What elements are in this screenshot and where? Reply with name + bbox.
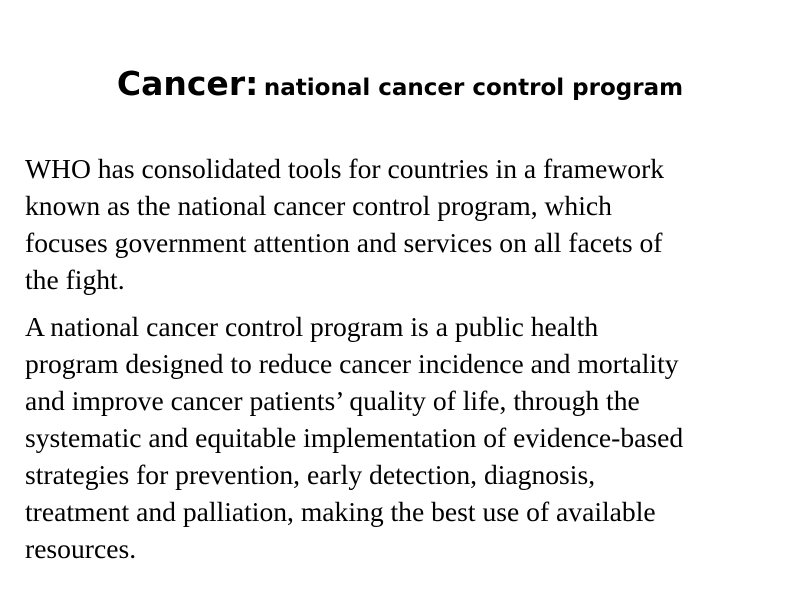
paragraph-program-definition <box>25 308 795 567</box>
paragraph-line: and improve cancer patients’ quality of life, through the <box>25 385 640 416</box>
paragraph-line: the fight. <box>25 264 125 295</box>
paragraph-line: known as the national cancer control program, which <box>25 190 612 221</box>
paragraph-line: A national cancer control program is a public health <box>25 311 599 342</box>
title-main: Cancer: <box>116 64 259 103</box>
paragraph-who-framework <box>25 150 795 298</box>
paragraph-line: systematic and equitable implementation of evidence-based <box>25 422 684 453</box>
paragraph-line: treatment and palliation, making the best use of available <box>25 496 656 527</box>
paragraph-line: resources. <box>25 533 137 564</box>
slide-body <box>25 150 795 577</box>
paragraph-line: focuses government attention and services on all facets of <box>25 227 663 258</box>
slide-title <box>0 58 800 116</box>
title-subtitle: national cancer control program <box>263 75 684 101</box>
paragraph-line: program designed to reduce cancer incidence and mortality <box>25 348 679 379</box>
paragraph-line: WHO has consolidated tools for countries in a framework <box>25 153 665 184</box>
paragraph-line: strategies for prevention, early detection, diagnosis, <box>25 459 596 490</box>
